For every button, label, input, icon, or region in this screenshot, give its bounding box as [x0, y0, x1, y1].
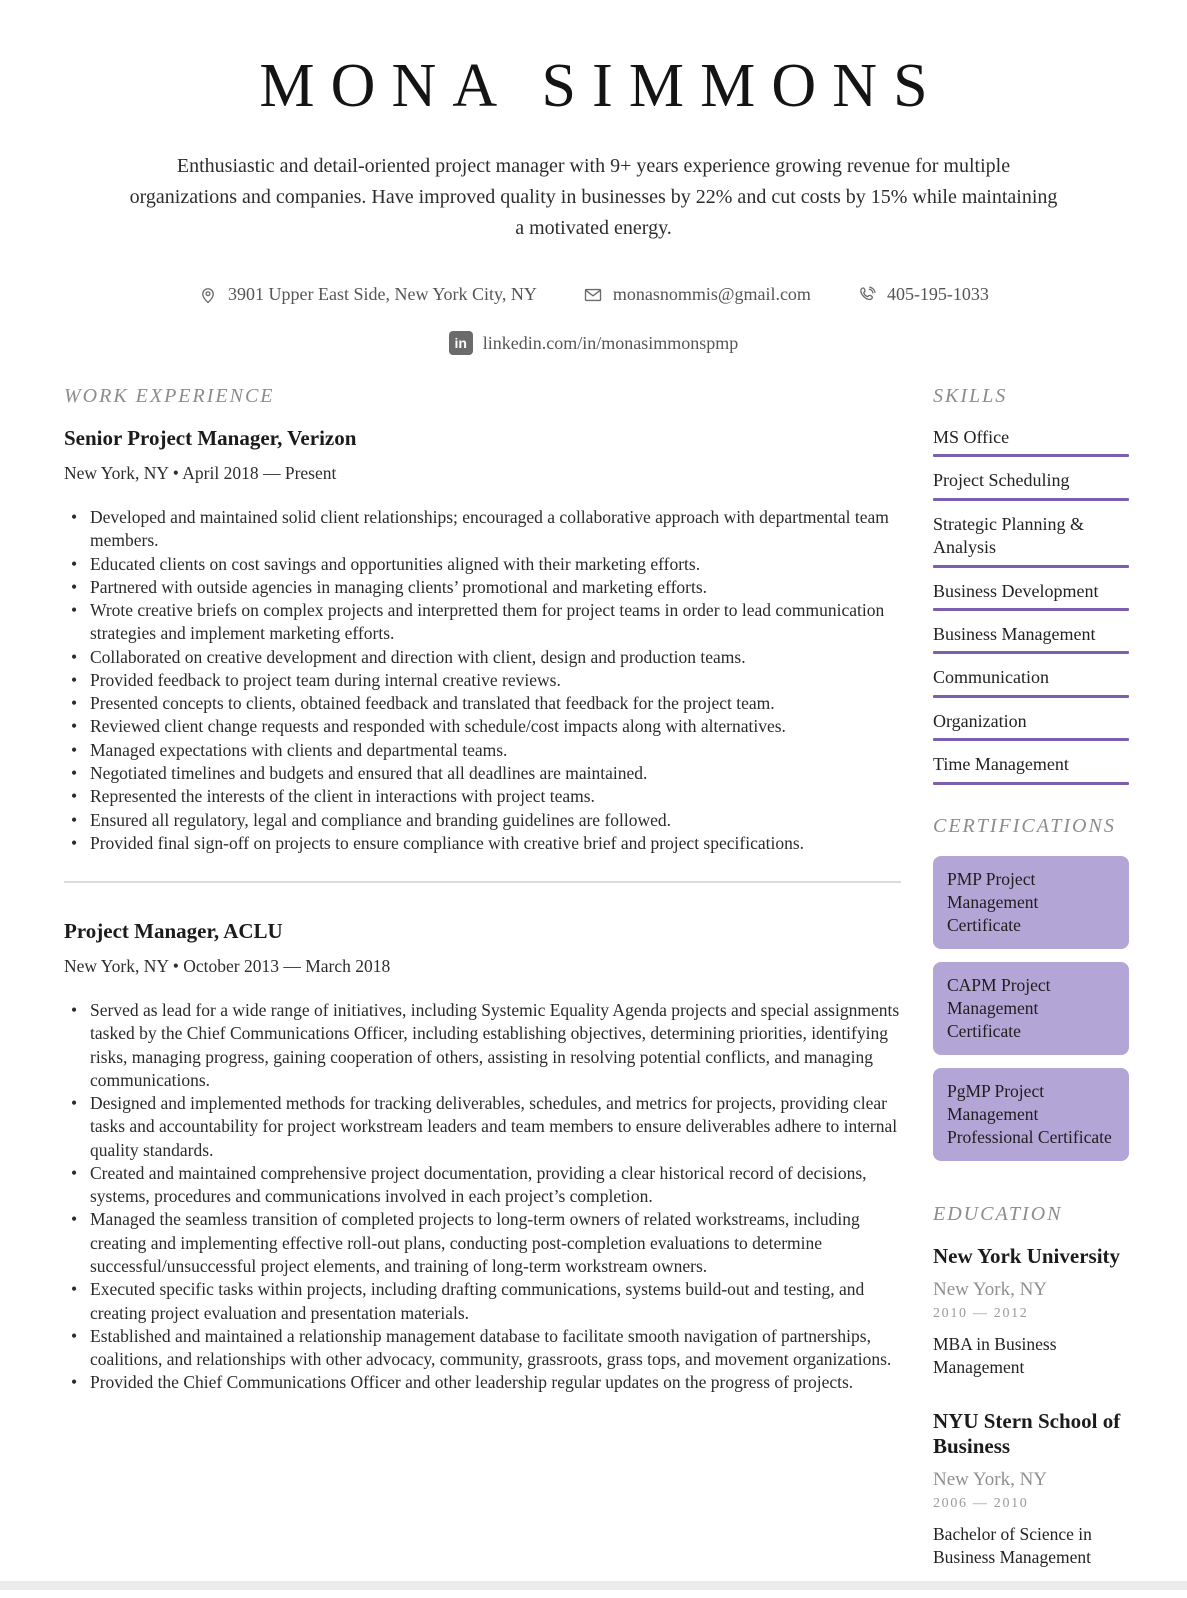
job-entry-aclu — [64, 919, 901, 1395]
experience-bullet: • Partnered with outside agencies in managing clients’ promotional and marketing efforts. — [64, 576, 901, 599]
experience-bullet: • Executed specific tasks within projects, including drafting communications, systems build-out and testing, and creating project evaluation and presentation materials. — [64, 1278, 901, 1325]
experience-bullet: • Provided final sign-off on projects to ensure compliance with creative brief and project specifications. — [64, 832, 901, 855]
experience-bullet: • Designed and implemented methods for tracking deliverables, schedules, and metrics for projects, providing clear tasks and accountability for project workstream leaders and team members to ensure deliverables adhere to internal quality standards. — [64, 1092, 901, 1162]
skill-underline — [933, 651, 1129, 654]
certification-badge: CAPM Project Management Certificate — [933, 962, 1129, 1055]
skill-underline — [933, 695, 1129, 698]
education-entry — [933, 1409, 1129, 1569]
experience-bullet: • Established and maintained a relationship management database to facilitate smooth navigation of partnerships, coalitions, and relationships with other advocacy, community, grassroots, grass tops, and movement organizations. — [64, 1325, 901, 1372]
skill-label: Strategic Planning & Analysis — [933, 513, 1084, 558]
experience-bullet: • Wrote creative briefs on complex projects and interpretted them for project teams in order to lead communication strategies and implement marketing efforts. — [64, 599, 901, 646]
skill-label: MS Office — [933, 427, 1010, 448]
school-name: NYU Stern School of Business — [933, 1408, 1121, 1459]
skill-item — [933, 710, 1129, 741]
skill-label: Business Management — [933, 624, 1096, 645]
linkedin-url: linkedin.com/in/monasimmonspmp — [482, 332, 739, 353]
skill-label: Business Development — [933, 580, 1099, 601]
experience-bullet: • Collaborated on creative development and direction with client, design and production teams. — [64, 646, 901, 669]
contact-email-text: monasnommis@gmail.com — [612, 284, 811, 305]
phone-icon — [857, 285, 877, 305]
person-name: MONA SIMMONS — [259, 52, 944, 120]
school-degree: MBA in Business Management — [933, 1334, 1057, 1377]
work-experience-column — [64, 385, 901, 1598]
skill-underline — [933, 738, 1129, 741]
experience-bullet: • Represented the interests of the client in interactions with project teams. — [64, 785, 901, 808]
job-title: Senior Project Manager, Verizon — [64, 426, 357, 451]
envelope-icon — [583, 285, 603, 305]
school-degree: Bachelor of Science in Business Management — [933, 1523, 1092, 1567]
linkedin-row[interactable] — [0, 331, 1187, 355]
sidebar-column — [933, 385, 1129, 1598]
education-section — [933, 1203, 1129, 1568]
skill-label: Time Management — [933, 754, 1069, 775]
skill-item — [933, 580, 1129, 611]
experience-bullet: • Served as lead for a wide range of initiatives, including Systemic Equality Agenda projects and special assignments tasked by the Chief Communications Officer, including establishing objectives, determining priorities, identifying risks, managing progress, gaining cooperation of others, assisting in resolving potential conflicts, and managing communications. — [64, 999, 901, 1092]
experience-bullet: • Created and maintained comprehensive project documentation, providing a clear historical record of decisions, systems, procedures and communications involved in each project’s completion. — [64, 1162, 901, 1209]
skill-item — [933, 623, 1129, 654]
skill-item — [933, 513, 1129, 568]
skills-section — [933, 385, 1129, 785]
skill-underline — [933, 782, 1129, 785]
certification-badge: PMP Project Management Certificate — [933, 856, 1129, 949]
contact-row — [0, 284, 1187, 305]
skill-item — [933, 666, 1129, 697]
resume-body — [0, 385, 1187, 1598]
contact-location — [198, 284, 537, 305]
job-meta: New York, NY • April 2018 — Present — [64, 463, 337, 484]
school-years: 2006 — 2010 — [933, 1495, 1029, 1511]
resume-page — [0, 54, 1187, 1590]
job-title: Project Manager, ACLU — [64, 919, 283, 944]
contact-phone[interactable] — [857, 284, 989, 305]
summary-paragraph: Enthusiastic and detail-oriented project manager with 9+ years experience growing revenue for multiple organizations and companies. Have improved quality in businesses by 22% and cut costs by 15% while maintaining a motivated energy. — [129, 155, 1058, 240]
experience-bullet: • Developed and maintained solid client relationships; encouraged a collaborative approach with departmental team members. — [64, 506, 901, 553]
certifications-heading: CERTIFICATIONS — [933, 814, 1116, 837]
skill-underline — [933, 498, 1129, 501]
education-entry — [933, 1244, 1129, 1378]
experience-bullet: • Ensured all regulatory, legal and compliance and branding guidelines are followed. — [64, 809, 901, 832]
experience-bullet: • Negotiated timelines and budgets and ensured that all deadlines are maintained. — [64, 762, 901, 785]
experience-bullet: • Managed expectations with clients and departmental teams. — [64, 739, 901, 762]
skill-item — [933, 469, 1129, 500]
skill-underline — [933, 454, 1129, 457]
page-bottom-edge — [0, 1581, 1187, 1590]
school-location: New York, NY — [933, 1279, 1048, 1301]
job-entry-verizon — [64, 426, 901, 855]
skill-label: Organization — [933, 710, 1027, 731]
job-meta: New York, NY • October 2013 — March 2018 — [64, 956, 391, 977]
work-experience-heading: WORK EXPERIENCE — [64, 385, 275, 408]
education-heading: EDUCATION — [933, 1203, 1063, 1226]
contact-phone-text: 405-195-1033 — [886, 284, 989, 305]
skill-item — [933, 426, 1129, 457]
experience-bullet: • Managed the seamless transition of completed projects to long-term owners of related workstreams, including creating and implementing effective roll-out plans, conducting post-completion evaluations to determine successful/unsuccessful project elements, and training of long-term workstream owners. — [64, 1208, 901, 1278]
skill-underline — [933, 608, 1129, 611]
skill-label: Project Scheduling — [933, 470, 1070, 491]
school-years: 2010 — 2012 — [933, 1306, 1029, 1322]
certifications-section — [933, 815, 1129, 1162]
experience-bullet: • Presented concepts to clients, obtained feedback and translated that feedback for the project team. — [64, 692, 901, 715]
skill-label: Communication — [933, 667, 1049, 688]
location-pin-icon — [198, 285, 218, 305]
skill-underline — [933, 565, 1129, 568]
experience-bullet: • Provided feedback to project team during internal creative reviews. — [64, 669, 901, 692]
skill-item — [933, 753, 1129, 784]
school-location: New York, NY — [933, 1468, 1048, 1490]
job-bullet-list — [64, 506, 901, 855]
linkedin-icon: in — [449, 331, 473, 355]
certification-badge: PgMP Project Management Professional Certificate — [933, 1068, 1129, 1161]
contact-location-text: 3901 Upper East Side, New York City, NY — [228, 284, 537, 305]
experience-bullet: • Provided the Chief Communications Officer and other leadership regular updates on the progress of projects. — [64, 1371, 901, 1394]
resume-header — [0, 54, 1187, 355]
school-name: New York University — [933, 1244, 1121, 1269]
experience-bullet: • Educated clients on cost savings and opportunities aligned with their marketing efforts. — [64, 553, 901, 576]
job-divider — [64, 881, 901, 883]
skills-heading: SKILLS — [933, 385, 1008, 408]
experience-bullet: • Reviewed client change requests and responded with schedule/cost impacts along with alternatives. — [64, 715, 901, 738]
contact-email[interactable] — [583, 284, 811, 305]
job-bullet-list — [64, 999, 901, 1395]
